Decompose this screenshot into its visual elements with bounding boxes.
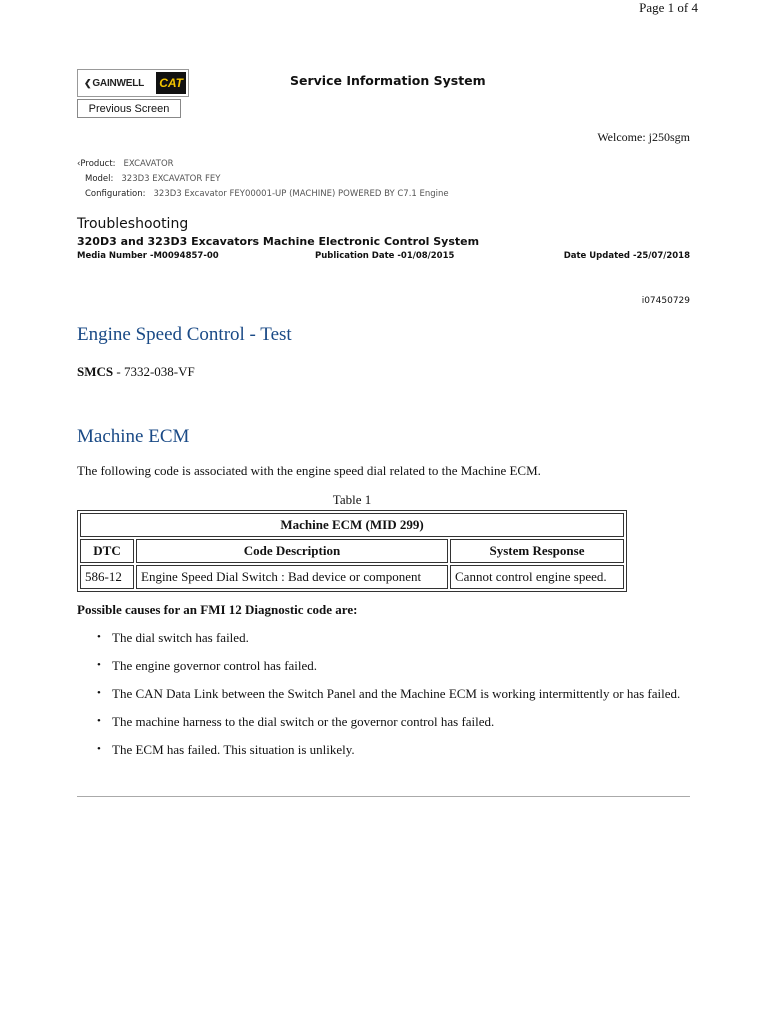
model-value: 323D3 EXCAVATOR FEY (121, 174, 221, 184)
product-row (77, 159, 174, 169)
cat-logo: CAT (156, 72, 186, 94)
table-title-row (80, 513, 624, 537)
document-subtitle: 320D3 and 323D3 Excavators Machine Electronic Control System (77, 235, 480, 248)
gainwell-cat-logo (77, 69, 189, 97)
table-header-dtc: DTC (80, 539, 134, 563)
previous-screen-button[interactable]: Previous Screen (77, 99, 181, 118)
intro-paragraph: The following code is associated with the engine speed dial related to the Machine ECM. (77, 463, 541, 478)
publication-date: Publication Date -01/08/2015 (315, 251, 455, 261)
smcs-label: SMCS (77, 364, 114, 379)
model-label: Model: (85, 174, 114, 184)
page-number: Page 1 of 4 (639, 0, 698, 15)
divider (77, 796, 690, 797)
table-header-code-description: Code Description (136, 539, 448, 563)
causes-heading: Possible causes for an FMI 12 Diagnostic code are: (77, 602, 358, 617)
section-title: Troubleshooting (77, 216, 189, 232)
list-item: • The CAN Data Link between the Switch Panel and the Machine ECM is working intermittently or has failed. (77, 674, 697, 702)
list-item: • The engine governor control has failed. (77, 646, 697, 674)
table-header-row (80, 539, 624, 563)
gainwell-logo-text: ❮ GAINWELL (78, 78, 156, 89)
table-header-system-response: System Response (450, 539, 624, 563)
date-updated: Date Updated -25/07/2018 (563, 251, 690, 261)
dtc-table (77, 510, 627, 592)
welcome-user: Welcome: j250sgm (597, 130, 690, 144)
product-label[interactable]: Product: (80, 159, 116, 169)
table-row (80, 565, 624, 589)
list-item: • The machine harness to the dial switch or the governor control has failed. (77, 702, 697, 730)
chevron-left-icon[interactable]: ‹ (77, 159, 81, 169)
document-id: i07450729 (641, 296, 690, 306)
table-title: Machine ECM (MID 299) (80, 513, 624, 537)
configuration-value: 323D3 Excavator FEY00001-UP (MACHINE) POWERED BY C7.1 Engine (153, 189, 449, 199)
system-title: Service Information System (290, 73, 486, 88)
section-heading: Machine ECM (77, 426, 190, 447)
table-cell-system-response: Cannot control engine speed. (450, 565, 624, 589)
product-value: EXCAVATOR (123, 159, 174, 169)
configuration-label: Configuration: (85, 189, 146, 199)
table-caption: Table 1 (332, 492, 372, 507)
page-title: Engine Speed Control - Test (77, 324, 292, 345)
causes-list (77, 618, 697, 758)
table-cell-dtc: 586-12 (80, 565, 134, 589)
table-cell-code-description: Engine Speed Dial Switch : Bad device or component (136, 565, 448, 589)
list-item: • The ECM has failed. This situation is unlikely. (77, 730, 697, 758)
smcs-code (77, 364, 195, 380)
smcs-value: - 7332-038-VF (113, 364, 195, 379)
list-item: • The dial switch has failed. (77, 618, 697, 646)
media-number: Media Number -M0094857-00 (77, 251, 219, 261)
model-row (85, 174, 220, 184)
configuration-row (85, 189, 449, 199)
